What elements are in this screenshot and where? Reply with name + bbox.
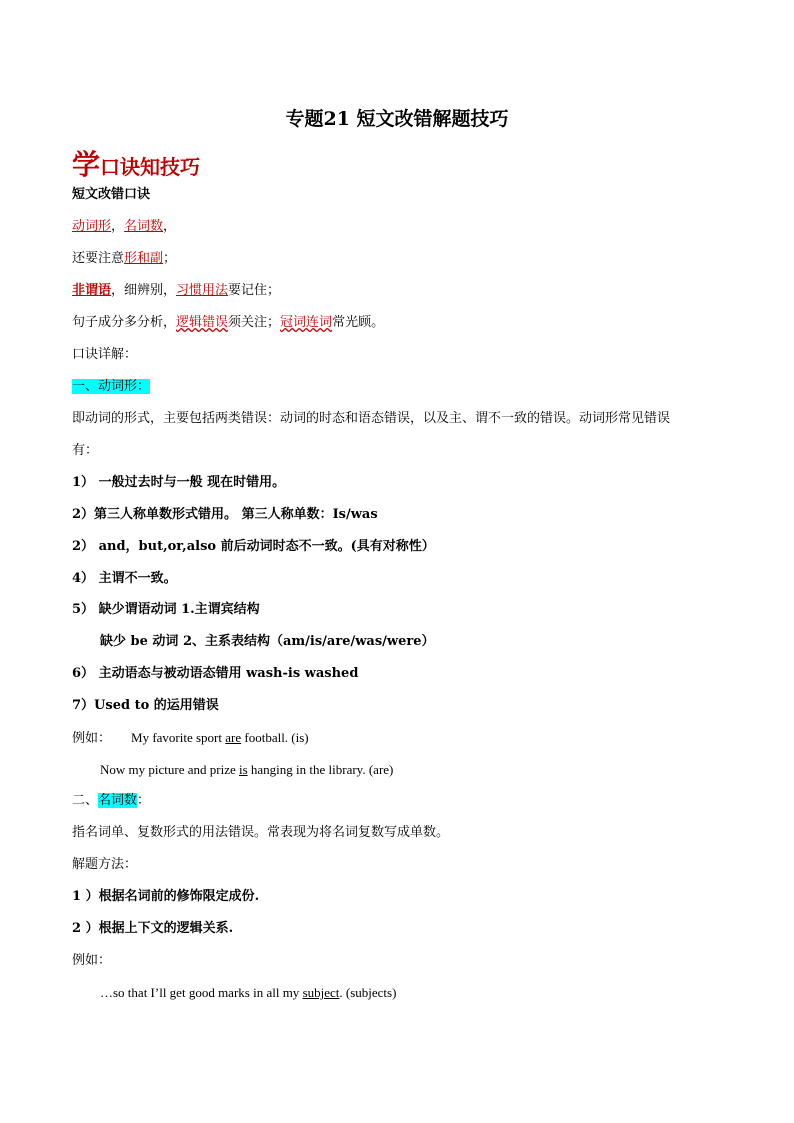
part2-heading-prefix: 二、: [72, 793, 99, 808]
example-text: …so that I’ll get good marks in all my: [100, 985, 303, 1000]
example-text: Now my picture and prize: [100, 762, 239, 777]
part1-heading: [72, 378, 150, 396]
example-error-word: is: [238, 762, 248, 777]
rhyme-line-3: [72, 282, 280, 300]
part2-example-label: 例如：: [72, 953, 112, 968]
example-text: . (subjects): [339, 985, 397, 1000]
part1-item: 1） 一般过去时与一般 现在时错用。: [72, 475, 286, 490]
article-conjunction-term: 冠词连词: [280, 315, 333, 330]
section-header-big-char: 学: [72, 148, 101, 181]
example-text: hanging in the library. (are): [247, 762, 394, 777]
part2-method: 1 ）根据名词前的修饰限定成份.: [72, 889, 260, 904]
part1-item: 缺少 be 动词 2、主系表结构（am/is/are/was/were）: [100, 634, 435, 649]
rhyme-text: 要记住；: [228, 283, 281, 298]
part2-example: [100, 984, 396, 1002]
rhyme-line-2: [72, 250, 176, 268]
example-label: 例如：: [72, 731, 112, 746]
verb-form-term: 动词形: [72, 219, 112, 234]
rhyme-text: ；: [163, 251, 177, 266]
part1-example-2: [100, 761, 393, 779]
rhyme-heading: 短文改错口诀: [72, 187, 151, 202]
part1-desc-line1: 即动词的形式，主要包括两类错误：动词的时态和语态错误，以及主、谓不一致的错误。动词形常见错误: [72, 411, 671, 426]
example-text: football. (is): [241, 730, 309, 745]
rhyme-text: 须关注；: [228, 315, 281, 330]
rhyme-text: ，细辨别，: [111, 283, 177, 298]
noun-number-term: 名词数: [124, 219, 164, 234]
rhyme-text: 还要注意: [72, 251, 125, 266]
explain-heading: 口诀详解：: [72, 347, 138, 362]
part1-item: 6） 主动语态与被动语态错用 wash-is washed: [72, 666, 359, 681]
part1-desc-line2: 有：: [72, 443, 99, 458]
part1-item: 4） 主谓不一致。: [72, 571, 177, 586]
section-header-text: 口诀知技巧: [100, 155, 201, 179]
idiom-usage-term: 习惯用法: [176, 283, 229, 298]
part1-item: 7）Used to 的运用错误: [72, 698, 219, 713]
rhyme-text: 常光顾。: [332, 315, 385, 330]
section-header: [72, 143, 200, 183]
part1-item: 2） and，but,or,also 前后动词时态不一致。(具有对称性）: [72, 539, 435, 554]
adj-adv-term: 形和副: [124, 251, 164, 266]
part2-heading-suffix: ：: [137, 793, 151, 808]
part1-item: 5） 缺少谓语动词 1.主谓宾结构: [72, 602, 260, 617]
nonfinite-term: 非谓语: [72, 283, 112, 298]
logic-error-term: 逻辑错误: [176, 315, 229, 330]
example-sentence: [131, 730, 309, 745]
part1-heading-highlight: 一、动词形：: [72, 379, 151, 394]
part2-heading-highlight: 名词数: [98, 793, 138, 808]
example-error-word: are: [225, 730, 242, 745]
part2-method-label: 解题方法：: [72, 857, 138, 872]
separator: ，: [163, 219, 177, 234]
rhyme-line-4: [72, 314, 384, 332]
page-title: 专题21 短文改错解题技巧: [285, 108, 509, 130]
separator: ，: [111, 219, 125, 234]
part1-example-1: [72, 729, 309, 748]
example-error-word: subject: [302, 985, 340, 1000]
part1-item: 2）第三人称单数形式错用。 第三人称单数：Is/was: [72, 507, 378, 522]
rhyme-line-1: [72, 218, 176, 236]
example-text: My favorite sport: [131, 730, 226, 745]
part2-heading: [72, 792, 150, 810]
rhyme-text: 句子成分多分析，: [72, 315, 177, 330]
part2-method: 2 ）根据上下文的逻辑关系.: [72, 921, 234, 936]
part2-desc: 指名词单、复数形式的用法错误。常表现为将名词复数写成单数。: [72, 825, 450, 840]
